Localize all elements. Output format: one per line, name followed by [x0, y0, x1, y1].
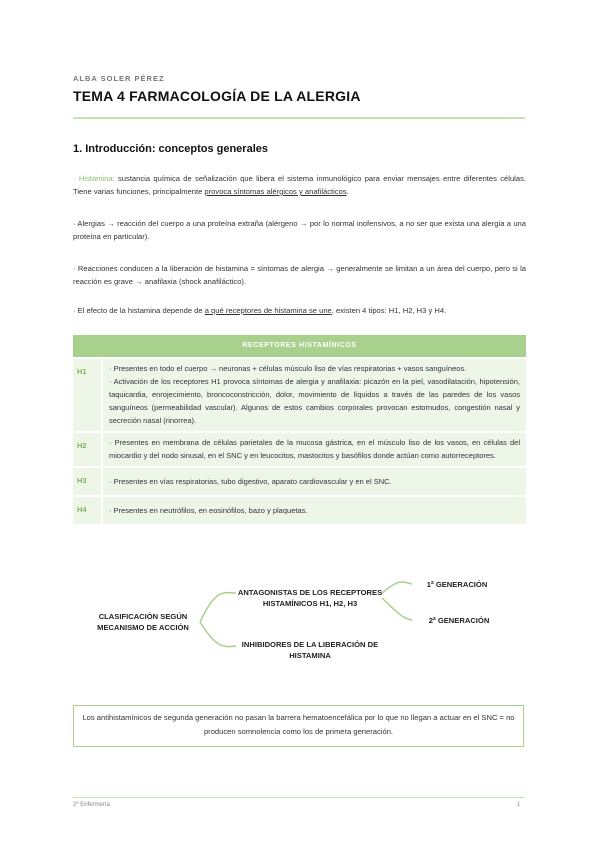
receptor-line: · Presentes en todo el cuerpo → neuronas + células músculo liso de vías respiratorias + vasos sanguíneos.	[109, 364, 467, 373]
paragraph-alergias: · Alergias → reacción del cuerpo a una proteína extraña (alérgeno → por lo normal inofensivos, a no ser que exista una alergia a una proteína en particular).	[73, 219, 526, 241]
diagram-first-generation: 1ª GENERACIÓN	[426, 580, 488, 589]
table-row	[73, 468, 526, 495]
diagram-second-generation: 2ª GENERACIÓN	[428, 616, 490, 625]
paragraph-text: · El efecto de la histamina depende de	[73, 306, 205, 315]
footer-course: 2º Enfermería	[73, 802, 110, 808]
receptor-line: · Presentes en neutrófilos, en eosinófilos, bazo y plaquetas.	[109, 506, 308, 515]
receptor-line: · Activación de los receptores H1 provoca síntomas de alergia y anafilaxia: picazón en la piel, vasodilatación, hipotensión, taquicardia, enrojecimiento, broncoconstricción, dolor, movimiento de líquidos a través de las paredes de los vasos sanguíneos (permeabilidad vascular). Algunos de estos cambios corporales provocan estornudos, congestión nasal y secreción nasal (rinorrea).	[109, 377, 520, 425]
receptor-description	[101, 468, 526, 495]
paragraph-reacciones: · Reacciones conducen a la liberación de histamina = síntomas de alergia → generalmente se limitan a un área del cuerpo, pero si la reacción es grave → anafilaxia (shock anafiláctico).	[73, 264, 526, 286]
classification-diagram	[0, 560, 600, 680]
paragraph-text: sustancia química de señalización que libera el sistema inmunológico para enviar mensajes entre diferentes células. Tiene varias funciones, principalmente	[73, 174, 526, 196]
paragraph-histamina	[73, 172, 526, 198]
footer-divider	[73, 797, 525, 798]
receptor-description	[101, 433, 526, 466]
underlined-text: a qué receptores de histamina se une	[204, 306, 332, 315]
receptor-line: · Presentes en membrana de células parietales de la mucosa gástrica, en el músculo liso de los vasos, en células del miocardio y del nodo sinusal, en el SNC y en leucocitos, mastocitos y basófilos donde actúan como autorreceptores.	[109, 438, 520, 460]
table-row	[73, 359, 526, 431]
section-heading: 1. Introducción: conceptos generales	[73, 143, 268, 155]
table-row	[73, 497, 526, 524]
title-divider	[73, 117, 525, 119]
diagram-branch-inhibidores: INHIBIDORES DE LA LIBERACIÓN DE HISTAMINA	[241, 640, 379, 660]
page-number: 1	[517, 802, 521, 808]
callout-box: Los antihistamínicos de segunda generación no pasan la barrera hematoencefálica por lo que no llegan a actuar en el SNC = no producen somnolencia como los de primera generación.	[73, 705, 524, 747]
receptor-label: H3	[77, 476, 87, 485]
table-row	[73, 433, 526, 466]
receptors-table-heading: RECEPTORES HISTAMÍNICOS	[73, 335, 526, 357]
paragraph-efecto	[73, 304, 526, 317]
paragraph-text: .	[346, 187, 349, 196]
receptor-description	[101, 359, 526, 431]
receptor-line: · Presentes en vías respiratorias, tubo digestivo, aparato cardiovascular y en el SNC.	[109, 477, 392, 486]
author-name: ALBA SOLER PÉREZ	[73, 74, 165, 83]
receptor-description	[101, 497, 526, 524]
paragraph-text: , existen 4 tipos: H1, H2, H3 y H4.	[331, 306, 447, 315]
underlined-text: provoca síntomas alérgicos y anafilácticos	[204, 187, 347, 196]
diagram-root: CLASIFICACIÓN SEGÚN MECANISMO DE ACCIÓN	[97, 612, 189, 632]
receptor-label: H4	[77, 505, 87, 514]
term-histamina: · Histamina:	[73, 174, 115, 183]
receptor-label: H2	[77, 441, 87, 450]
receptor-label: H1	[77, 367, 87, 376]
receptors-table	[73, 335, 526, 524]
page-title: TEMA 4 FARMACOLOGÍA DE LA ALERGIA	[73, 88, 361, 104]
diagram-branch-antagonistas: ANTAGONISTAS DE LOS RECEPTORES HISTAMÍNICOS H1, H2, H3	[237, 588, 383, 608]
